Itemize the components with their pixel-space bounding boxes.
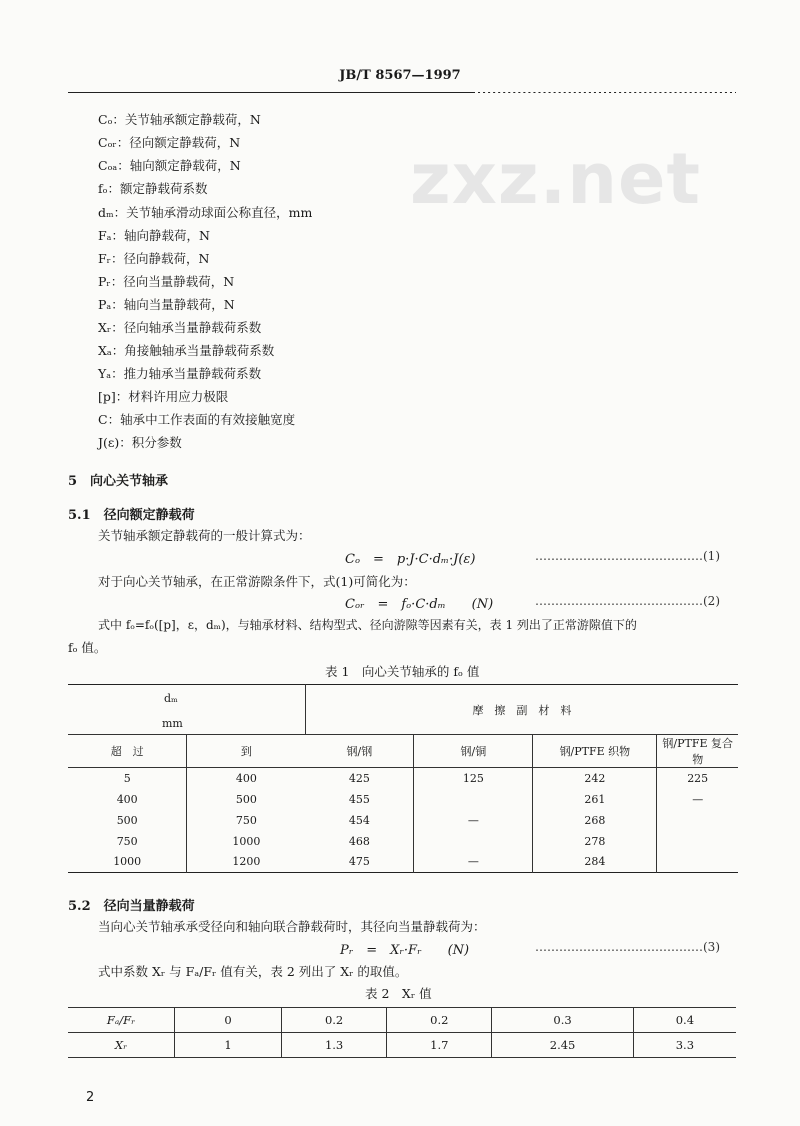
table-cell: 475 [348,855,370,869]
table-row [68,831,738,852]
table-2-caption: 表 2 Xᵣ 值 [365,986,432,1001]
table-cell: 468 [348,834,370,848]
table-cell: — [657,789,738,810]
table-cell: — [414,810,533,831]
to-header: 到 [187,735,306,768]
symbol-line: fₒ：额定静载荷系数 [98,181,208,196]
table-cell: 3.3 [633,1033,736,1058]
page-number: 2 [86,1090,95,1105]
friction-material-header: 摩 擦 副 材 料 [305,685,738,735]
table-cell: 400 [116,792,138,806]
symbol-line: Cₒₐ：轴向额定静载荷，N [98,158,241,173]
table-cell: — [414,852,533,873]
table-cell: 1200 [187,852,306,873]
table-cell: 0.3 [492,1008,633,1033]
table-cell: 400 [187,768,306,789]
page-header: JB/T 8567—1997 [339,68,461,83]
material-col-header: 钢/铜 [414,735,533,768]
table-cell: 1 [175,1033,282,1058]
table-cell: 284 [533,852,657,873]
dm-header: dₘ [164,692,178,706]
table-cell [657,852,738,873]
table-row [68,810,738,831]
symbol-line: dₘ：关节轴承滑动球面公称直径，mm [98,205,313,220]
material-col-header: 钢/PTFE 织物 [533,735,657,768]
table-cell: 750 [116,834,138,848]
table-row [68,852,738,873]
table-cell: 242 [533,768,657,789]
header-rule-dashes [475,92,735,93]
table-cell: 425 [348,771,370,785]
section-5-title: 5 向心关节轴承 [68,474,169,489]
table-row-label: Xᵣ [68,1033,175,1058]
symbol-line: J(ε)：积分参数 [98,435,182,450]
table-cell: 1.3 [282,1033,387,1058]
table-2 [68,1007,736,1058]
section-5-2-title: 5.2 径向当量静载荷 [68,899,195,914]
section-5-1-title: 5.1 径向额定静载荷 [68,508,195,523]
table-cell: 750 [187,810,306,831]
table-cell: 0 [175,1008,282,1033]
table-row [68,789,738,810]
table-cell: 261 [533,789,657,810]
table-cell [657,810,738,831]
symbol-line: Pᵣ：径向当量静载荷，N [98,274,235,289]
formula-3-number: ……………………………………(3) [535,940,720,954]
formula-3: Pᵣ = Xᵣ·Fᵣ (N) [340,943,470,958]
formula-1-number: ……………………………………(1) [535,549,720,563]
table-cell: 500 [116,813,138,827]
formula-2: Cₒᵣ = fₒ·C·dₘ (N) [345,597,494,612]
symbol-line: Cₒᵣ：径向额定静载荷，N [98,135,241,150]
material-col-header: 钢/PTFE 复合物 [657,735,738,768]
table-cell [414,789,533,810]
symbol-line: Fᵣ：径向静载荷，N [98,251,210,266]
table-cell: 2.45 [492,1033,633,1058]
symbol-line: Fₐ：轴向静载荷，N [98,228,210,243]
table-cell: 455 [348,792,370,806]
table-cell: 5 [123,771,131,785]
table-cell: 1000 [113,855,142,869]
paragraph: 式中 fₒ=fₒ([p]，ε，dₘ)，与轴承材料、结构型式、径向游隙等因素有关，表 1 列出了正常游隙值下的 [98,618,637,632]
symbol-line: [p]：材料许用应力极限 [98,389,229,404]
paragraph: 当向心关节轴承承受径向和轴向联合静载荷时，其径向当量静载荷为： [98,919,486,934]
table-spacer [187,685,306,713]
table-cell: 1.7 [387,1033,492,1058]
paragraph: 对于向心关节轴承，在正常游隙条件下，式(1)可简化为： [98,574,416,589]
table-cell: 0.2 [282,1008,387,1033]
table-spacer [187,713,306,735]
symbol-line: Xᵣ：径向轴承当量静载荷系数 [98,320,262,335]
table-cell [657,831,738,852]
table-cell: 1000 [187,831,306,852]
table-row-label: Fₐ/Fᵣ [68,1008,175,1033]
table-cell: 125 [414,768,533,789]
formula-2-number: ……………………………………(2) [535,594,720,608]
unit-header: mm [68,713,187,735]
table-cell: 225 [657,768,738,789]
symbol-line: C：轴承中工作表面的有效接触宽度 [98,412,296,427]
symbol-line: Xₐ：角接触轴承当量静载荷系数 [98,343,275,358]
paragraph: fₒ 值。 [68,640,107,655]
material-col-header: 钢/钢 [305,735,414,768]
table-cell: 0.4 [633,1008,736,1033]
table-1-caption: 表 1 向心关节轴承的 fₒ 值 [325,664,480,679]
table-cell [414,831,533,852]
table-row [68,768,738,789]
table-row [68,1033,736,1058]
over-header: 超 过 [68,735,187,768]
watermark-text: zxz.net [410,138,701,220]
table-row [68,1008,736,1033]
symbol-line: Pₐ：轴向当量静载荷，N [98,297,235,312]
table-cell: 268 [533,810,657,831]
symbol-line: Cₒ：关节轴承额定静载荷，N [98,112,261,127]
paragraph: 关节轴承额定静载荷的一般计算式为： [98,528,311,543]
table-1 [68,684,738,873]
formula-1: Cₒ = p·J·C·dₘ·J(ε) [345,552,476,567]
table-cell: 454 [348,813,370,827]
symbol-line: Yₐ：推力轴承当量静载荷系数 [98,366,262,381]
table-cell: 0.2 [387,1008,492,1033]
table-cell: 500 [187,789,306,810]
paragraph: 式中系数 Xᵣ 与 Fₐ/Fᵣ 值有关，表 2 列出了 Xᵣ 的取值。 [98,964,408,979]
table-cell: 278 [533,831,657,852]
